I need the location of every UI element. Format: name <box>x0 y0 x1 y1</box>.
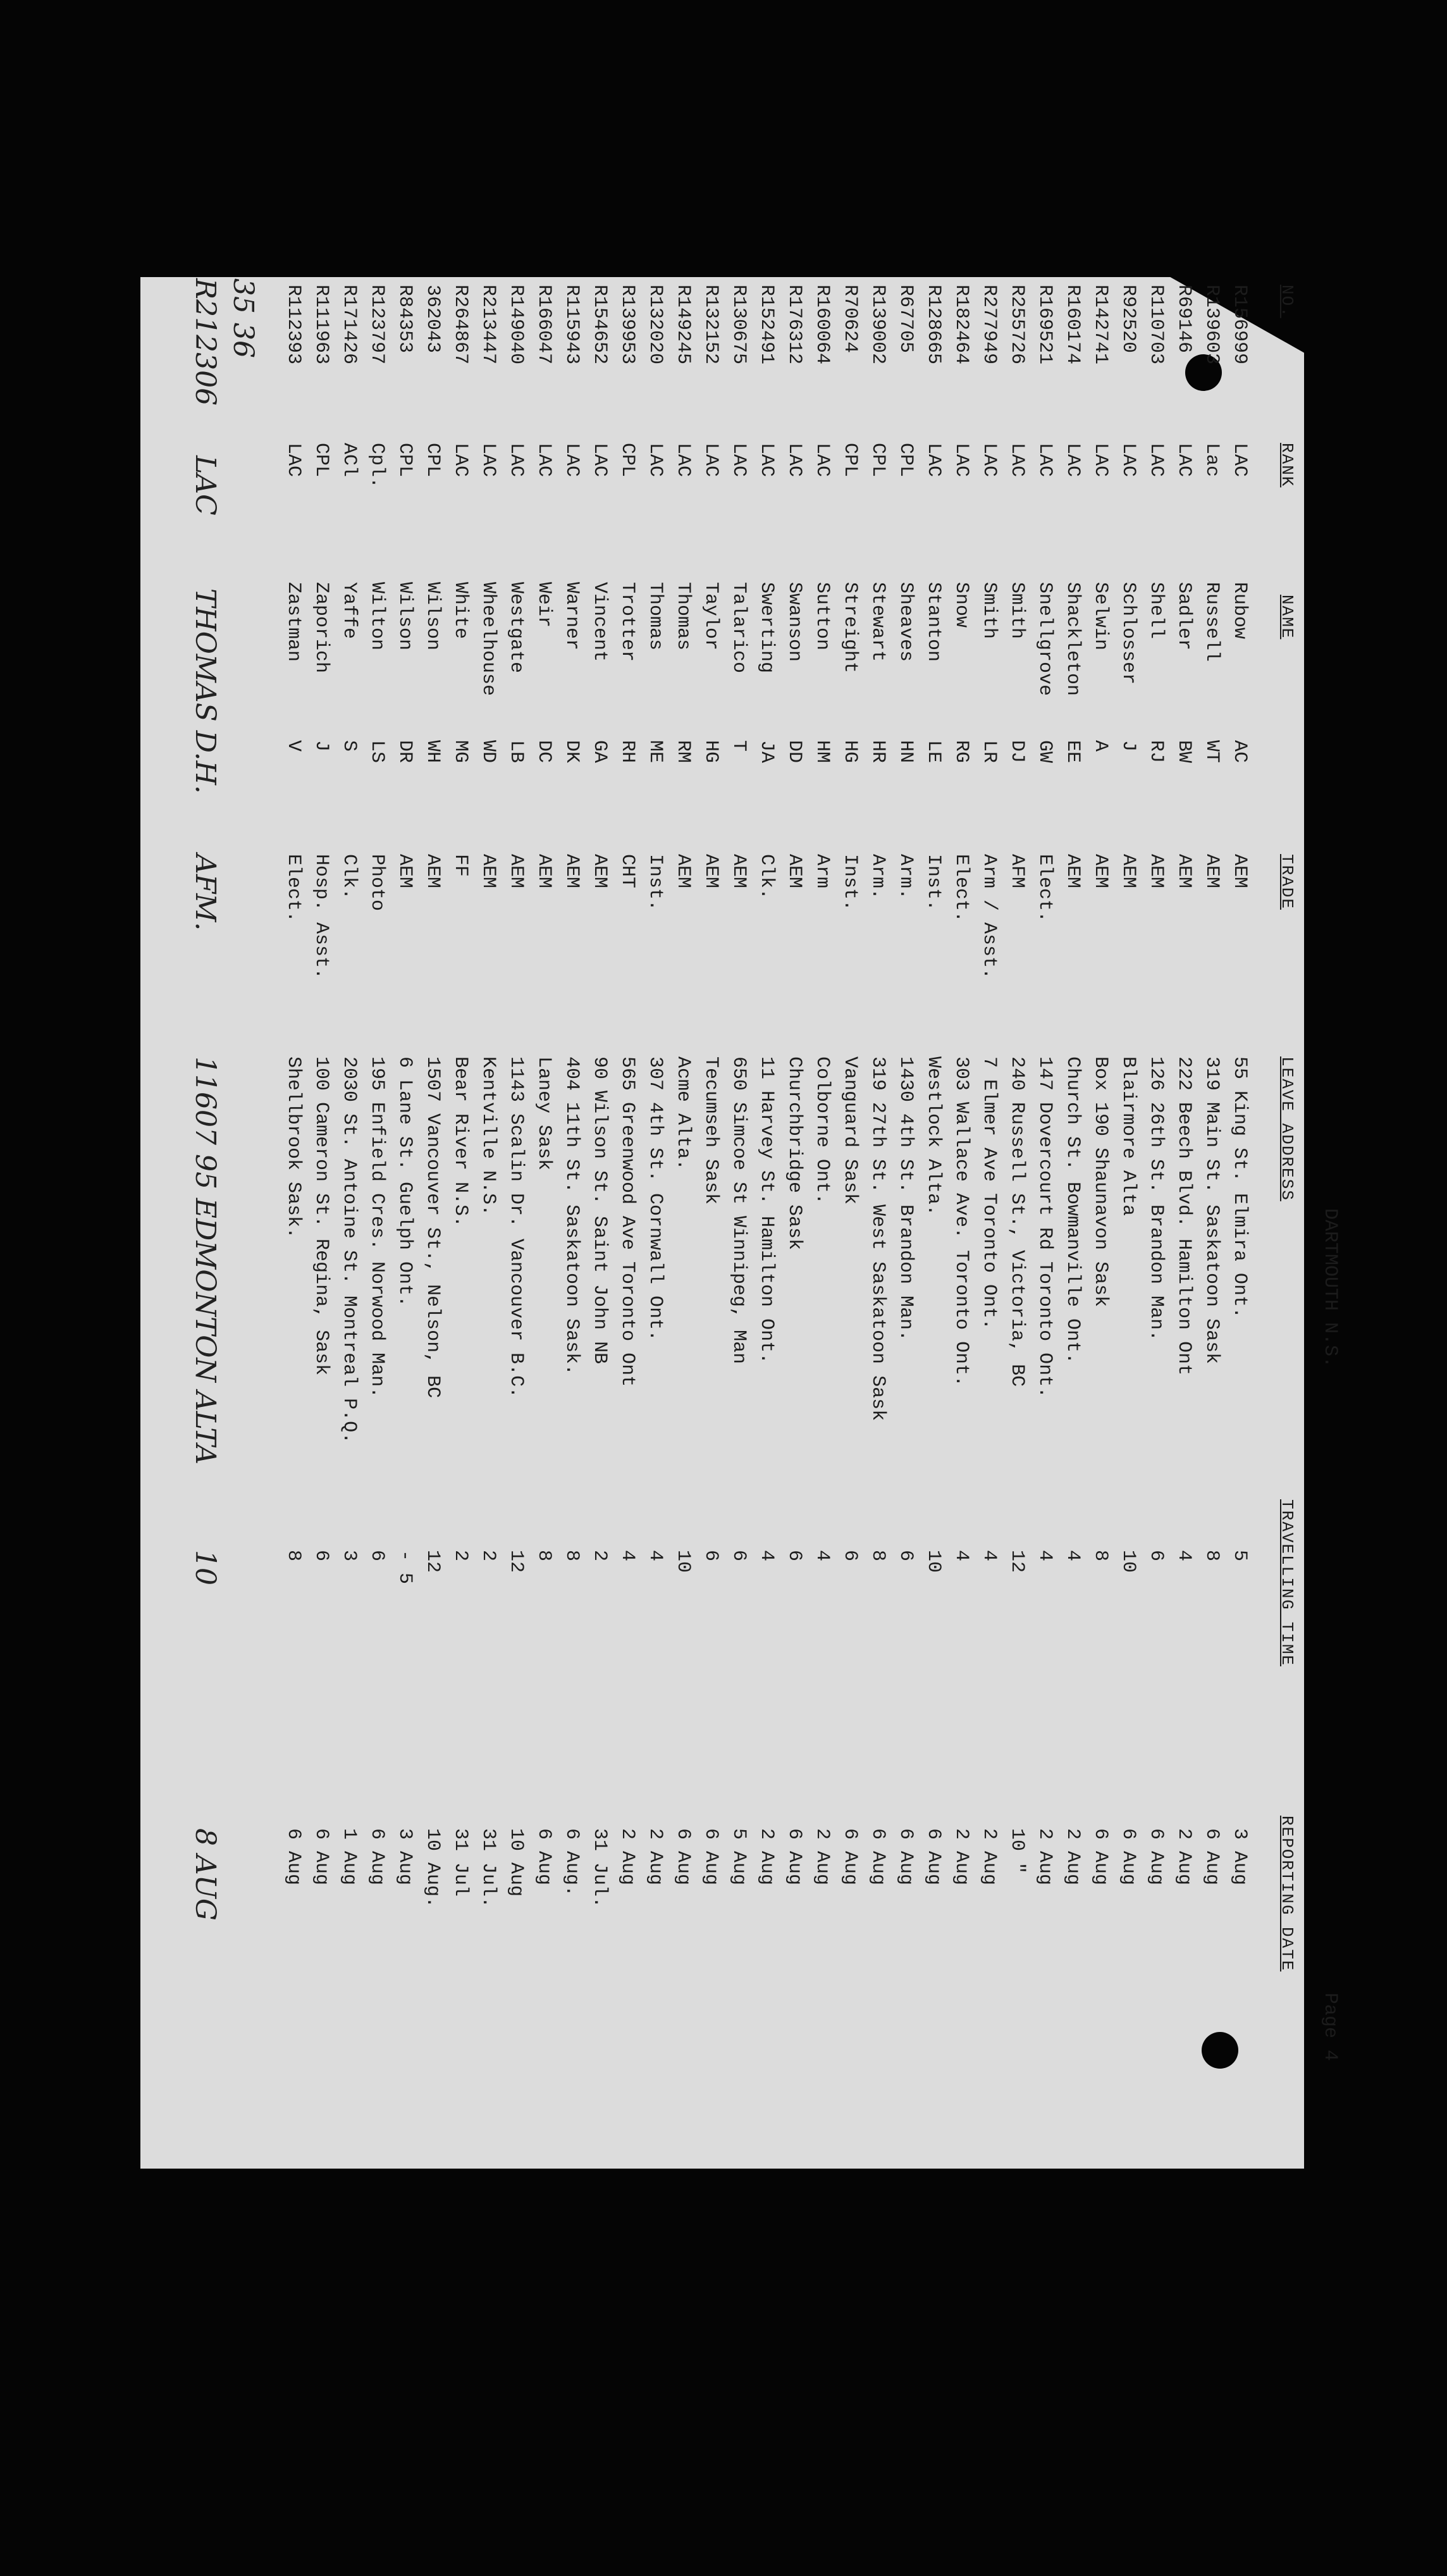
cell-name: Wilson <box>422 582 443 651</box>
cell-address: 303 Wallace Ave. Toronto Ont. <box>951 1056 972 1387</box>
cell-address: 7 Elmer Ave Toronto Ont. <box>978 1056 1000 1330</box>
cell-initials: ME <box>644 740 666 764</box>
cell-reporting-date: 31 Jul <box>450 1828 471 1897</box>
cell-initials: LS <box>366 740 388 764</box>
cell-initials: HG <box>839 740 861 764</box>
cell-rank: LAC <box>505 443 527 478</box>
cell-address: 240 Russell St., Victoria, BC <box>1006 1056 1028 1387</box>
cell-initials: A <box>1090 740 1111 752</box>
cell-rank: LAC <box>1006 443 1028 478</box>
cell-name: Russell <box>1201 582 1222 662</box>
cell-address: 11 Harvey St. Hamilton Ont. <box>756 1056 777 1365</box>
cell-name: Sheaves <box>895 582 916 662</box>
cell-name: Thomas <box>672 582 694 651</box>
cell-name: Wheelhouse <box>477 582 499 697</box>
cell-rank: LAC <box>923 443 944 478</box>
cell-no: R132020 <box>644 285 666 365</box>
cell-address: Box 190 Shaunavon Sask <box>1090 1056 1111 1308</box>
cell-rank: LAC <box>951 443 972 478</box>
cell-initials: WD <box>477 740 499 764</box>
cell-travelling-time: 10 <box>1118 1550 1139 1573</box>
cell-address: Blairmore Alta <box>1118 1056 1139 1217</box>
handwritten-address: 11607 95 EDMONTON ALTA <box>189 1056 221 1464</box>
cell-no: R154652 <box>589 285 610 365</box>
cell-travelling-time: 4 <box>978 1550 1000 1562</box>
cell-name: Thomas <box>644 582 666 651</box>
cell-travelling-time: 4 <box>1173 1550 1195 1562</box>
cell-rank: LAC <box>1145 443 1167 478</box>
cell-address: 1507 Vancouver St., Nelson, BC <box>422 1056 443 1399</box>
cell-address: Acme Alta. <box>672 1056 694 1171</box>
cell-trade: AEM <box>784 854 805 889</box>
cell-initials: LB <box>505 740 527 764</box>
cell-address: Church St. Bowmanville Ont. <box>1062 1056 1083 1365</box>
cell-trade: AFM <box>1006 854 1028 889</box>
cell-initials: DC <box>533 740 555 764</box>
cell-rank: CPL <box>422 443 443 478</box>
cell-name: Smith <box>1006 582 1028 640</box>
cell-initials: J <box>311 740 332 752</box>
cell-trade: Elect. <box>951 854 972 923</box>
cell-name: Weir <box>533 582 555 628</box>
cell-reporting-date: 2 Aug <box>1173 1828 1195 1886</box>
cell-reporting-date: 6 Aug <box>839 1828 861 1886</box>
cell-reporting-date: 6 Aug <box>311 1828 332 1886</box>
cell-rank: LAC <box>644 443 666 478</box>
cell-rank: LAC <box>1034 443 1056 478</box>
cell-name: Shackleton <box>1062 582 1083 697</box>
cell-rank: LAC <box>784 443 805 478</box>
cell-travelling-time: 8 <box>561 1550 582 1562</box>
cell-initials: HM <box>811 740 833 764</box>
cell-trade: Inst. <box>839 854 861 912</box>
header-trade: TRADE <box>1278 854 1296 910</box>
cell-no: R160174 <box>1062 285 1083 365</box>
cell-address: 1430 4th St. Brandon Man. <box>895 1056 916 1342</box>
cell-reporting-date: 6 Aug <box>700 1828 722 1886</box>
cell-reporting-date: 6 Aug <box>895 1828 916 1886</box>
cell-initials: WT <box>1201 740 1222 764</box>
cell-travelling-time: 6 <box>1145 1550 1167 1562</box>
cell-rank: LAC <box>1229 443 1250 478</box>
handwritten-time: 10 <box>189 1550 221 1585</box>
cell-initials: WH <box>422 740 443 764</box>
cell-initials: HN <box>895 740 916 764</box>
cell-no: R128665 <box>923 285 944 365</box>
cell-trade: Arm. <box>867 854 889 900</box>
cell-trade: AEM <box>477 854 499 889</box>
cell-trade: Clk. <box>338 854 360 900</box>
cell-reporting-date: 1 Aug <box>338 1828 360 1886</box>
cell-address: 1143 Scalin Dr. Vancouver B.C. <box>505 1056 527 1399</box>
cell-reporting-date: 3 Aug <box>394 1828 416 1886</box>
cell-address: 222 Beech Blvd. Hamilton Ont <box>1173 1056 1195 1376</box>
cell-travelling-time: 6 <box>895 1550 916 1562</box>
cell-initials: DD <box>784 740 805 764</box>
cell-reporting-date: 31 Jul. <box>589 1828 610 1909</box>
cell-no: R169521 <box>1034 285 1056 365</box>
cell-no: R149245 <box>672 285 694 365</box>
cell-trade: Hosp. Asst. <box>311 854 332 980</box>
cell-no: R149040 <box>505 285 527 365</box>
cell-name: Wilton <box>366 582 388 651</box>
header-travelling-time: TRAVELLING TIME <box>1278 1499 1296 1667</box>
header-leave-address: LEAVE ADDRESS <box>1278 1056 1296 1201</box>
cell-travelling-time: 12 <box>1006 1550 1028 1573</box>
cell-initials: HG <box>700 740 722 764</box>
cell-trade: AEM <box>533 854 555 889</box>
cell-rank: LAC <box>700 443 722 478</box>
cell-name: Zaporich <box>311 582 332 674</box>
cell-rank: LAC <box>728 443 749 478</box>
cell-initials: V <box>283 740 304 752</box>
cell-name: Stanton <box>923 582 944 662</box>
cell-initials: BW <box>1173 740 1195 764</box>
cell-travelling-time: 6 <box>311 1550 332 1562</box>
cell-no: R182464 <box>951 285 972 365</box>
cell-travelling-time: 10 <box>672 1550 694 1573</box>
cell-initials: RM <box>672 740 694 764</box>
cell-travelling-time: 3 <box>338 1550 360 1562</box>
cell-name: Sadler <box>1173 582 1195 651</box>
cell-rank: ACl <box>338 443 360 478</box>
cell-address: Bear River N.S. <box>450 1056 471 1228</box>
cell-trade: Photo <box>366 854 388 912</box>
cell-travelling-time: 8 <box>1201 1550 1222 1562</box>
cell-travelling-time: 8 <box>1090 1550 1111 1562</box>
cell-address: Laney Sask <box>533 1056 555 1171</box>
cell-trade: Arm. <box>895 854 916 900</box>
header-reporting-date: REPORTING DATE <box>1278 1816 1296 1972</box>
cell-name: Selwin <box>1090 582 1111 651</box>
cell-initials: HR <box>867 740 889 764</box>
cell-address: 55 King St. Elmira Ont. <box>1229 1056 1250 1319</box>
cell-name: Warner <box>561 582 582 651</box>
cell-reporting-date: 2 Aug <box>617 1828 638 1886</box>
cell-rank: CPL <box>394 443 416 478</box>
cell-address: Churchbridge Sask <box>784 1056 805 1251</box>
cell-name: Schlosser <box>1118 582 1139 685</box>
cell-address: 307 4th St. Cornwall Ont. <box>644 1056 666 1342</box>
cell-reporting-date: 2 Aug <box>978 1828 1000 1886</box>
cell-name: Stewart <box>867 582 889 662</box>
cell-reporting-date: 2 Aug <box>811 1828 833 1886</box>
cell-no: R139603 <box>1201 285 1222 365</box>
cell-name: Swanson <box>784 582 805 662</box>
cell-no: R70624 <box>839 285 861 354</box>
cell-trade: AEM <box>561 854 582 889</box>
cell-initials: LE <box>923 740 944 764</box>
cell-no: R110703 <box>1145 285 1167 365</box>
cell-address: 404 11th St. Saskatoon Sask. <box>561 1056 582 1376</box>
cell-trade: Elect. <box>1034 854 1056 923</box>
cell-no: R92520 <box>1118 285 1139 354</box>
cell-no: 362043 <box>422 285 443 354</box>
cell-address: Tecumseh Sask <box>700 1056 722 1205</box>
cell-rank: LAC <box>1090 443 1111 478</box>
cell-trade: Arm <box>811 854 833 889</box>
cell-initials: RH <box>617 740 638 764</box>
cell-rank: LAC <box>1173 443 1195 478</box>
cell-rank: CPL <box>617 443 638 478</box>
cell-reporting-date: 2 Aug <box>756 1828 777 1886</box>
cell-address: Kentville N.S. <box>477 1056 499 1217</box>
cell-no: R123797 <box>366 285 388 365</box>
cell-no: R84353 <box>394 285 416 354</box>
cell-trade: Inst. <box>923 854 944 912</box>
cell-name: Wilson <box>394 582 416 651</box>
cell-reporting-date: 6 Aug <box>1201 1828 1222 1886</box>
cell-initials: AC <box>1229 740 1250 764</box>
cell-reporting-date: 31 Jul. <box>477 1828 499 1909</box>
cell-trade: Clk. <box>756 854 777 900</box>
cell-reporting-date: 10 Aug <box>505 1828 527 1897</box>
cell-no: R264867 <box>450 285 471 365</box>
cell-address: 147 Dovercourt Rd Toronto Ont. <box>1034 1056 1056 1399</box>
cell-rank: LAC <box>978 443 1000 478</box>
cell-trade: AEM <box>700 854 722 889</box>
cell-trade: AEM <box>589 854 610 889</box>
cell-no: R69146 <box>1173 285 1195 354</box>
cell-no: R176312 <box>784 285 805 365</box>
cell-trade: AEM <box>505 854 527 889</box>
cell-name: Snow <box>951 582 972 628</box>
cell-name: Snellgrove <box>1034 582 1056 697</box>
cell-rank: LAC <box>589 443 610 478</box>
cell-trade: AEM <box>728 854 749 889</box>
cell-trade: AEM <box>1090 854 1111 889</box>
cell-no: R160064 <box>811 285 833 365</box>
cell-travelling-time: 4 <box>617 1550 638 1562</box>
cell-reporting-date: 6 Aug <box>1090 1828 1111 1886</box>
cell-travelling-time: 6 <box>784 1550 805 1562</box>
cell-no: R139002 <box>867 285 889 365</box>
cell-address: 90 Wilson St. Saint John NB <box>589 1056 610 1365</box>
cell-initials: RJ <box>1145 740 1167 764</box>
cell-travelling-time: 8 <box>867 1550 889 1562</box>
cell-name: Shell <box>1145 582 1167 640</box>
cell-reporting-date: 6 Aug <box>1118 1828 1139 1886</box>
cell-rank: LAC <box>561 443 582 478</box>
cell-name: Streight <box>839 582 861 674</box>
cell-name: Yaffe <box>338 582 360 640</box>
cell-name: Taylor <box>700 582 722 651</box>
cell-no: R213447 <box>477 285 499 365</box>
cell-rank: LAC <box>756 443 777 478</box>
cell-reporting-date: 5 Aug <box>728 1828 749 1886</box>
cell-name: Trotter <box>617 582 638 662</box>
cell-reporting-date: 2 Aug <box>1062 1828 1083 1886</box>
cell-initials: DJ <box>1006 740 1028 764</box>
cell-no: R171426 <box>338 285 360 365</box>
cell-no: R132152 <box>700 285 722 365</box>
cell-travelling-time: 12 <box>422 1550 443 1573</box>
header-no: NO. <box>1278 285 1296 318</box>
cell-travelling-time: 6 <box>700 1550 722 1562</box>
cell-initials: MG <box>450 740 471 764</box>
cell-initials: JA <box>756 740 777 764</box>
rotated-page <box>145 278 1341 2170</box>
cell-rank: CPL <box>311 443 332 478</box>
handwritten-no: R212306 <box>189 278 221 406</box>
cell-address: 2030 St. Antoine St. Montreal P.Q. <box>338 1056 360 1444</box>
cell-no: R112393 <box>283 285 304 365</box>
cell-reporting-date: 2 Aug <box>644 1828 666 1886</box>
cell-name: Swerting <box>756 582 777 674</box>
handwritten-date: 8 AUG <box>189 1828 221 1921</box>
cell-rank: CPL <box>895 443 916 478</box>
cell-travelling-time: 2 <box>589 1550 610 1562</box>
cell-no: R255726 <box>1006 285 1028 365</box>
cell-trade: AEM <box>1145 854 1167 889</box>
cell-rank: LAC <box>1062 443 1083 478</box>
cell-no: R111963 <box>311 285 332 365</box>
cell-address: 100 Cameron St. Regina, Sask <box>311 1056 332 1376</box>
cell-trade: AEM <box>1118 854 1139 889</box>
cell-initials: GA <box>589 740 610 764</box>
cell-name: Vincent <box>589 582 610 662</box>
cell-no: R67705 <box>895 285 916 354</box>
cell-rank: LAC <box>477 443 499 478</box>
cell-no: R277949 <box>978 285 1000 365</box>
cell-reporting-date: 6 Aug. <box>561 1828 582 1897</box>
cell-rank: LAC <box>533 443 555 478</box>
cell-address: Shellbrook Sask. <box>283 1056 304 1239</box>
cell-address: 6 Lane St. Guelph Ont. <box>394 1056 416 1308</box>
cell-travelling-time: 4 <box>811 1550 833 1562</box>
cell-rank: Cpl. <box>366 443 388 489</box>
cell-name: Westgate <box>505 582 527 674</box>
cell-rank: CPL <box>867 443 889 478</box>
cell-rank: LAC <box>672 443 694 478</box>
cell-address: 195 Enfield Cres. Norwood Man. <box>366 1056 388 1399</box>
cell-address: 319 Main St. Saskatoon Sask <box>1201 1056 1222 1365</box>
cell-travelling-time: 12 <box>505 1550 527 1573</box>
handwritten-trade: AFM. <box>189 854 221 931</box>
cell-rank: LAC <box>283 443 304 478</box>
cell-address: 126 26th St. Brandon Man. <box>1145 1056 1167 1342</box>
cell-reporting-date: 3 Aug <box>1229 1828 1250 1886</box>
cell-reporting-date: 6 Aug <box>533 1828 555 1886</box>
cell-reporting-date: 6 Aug <box>1145 1828 1167 1886</box>
cell-reporting-date: 6 Aug <box>784 1828 805 1886</box>
cell-name: Sutton <box>811 582 833 651</box>
cell-initials: S <box>338 740 360 752</box>
cell-reporting-date: 6 Aug <box>366 1828 388 1886</box>
cell-rank: LAC <box>1118 443 1139 478</box>
header-name: NAME <box>1278 595 1296 640</box>
cell-no: R156999 <box>1229 285 1250 365</box>
cell-trade: FF <box>450 854 471 877</box>
cell-no: R142741 <box>1090 285 1111 365</box>
cell-rank: LAC <box>811 443 833 478</box>
cell-rank: Lac <box>1201 443 1222 478</box>
cell-reporting-date: 2 Aug <box>951 1828 972 1886</box>
cell-trade: Elect. <box>283 854 304 923</box>
cell-name: Smith <box>978 582 1000 640</box>
cell-address: 319 27th St. West Saskatoon Sask <box>867 1056 889 1421</box>
cell-initials: GW <box>1034 740 1056 764</box>
cell-no: R115943 <box>561 285 582 365</box>
handwritten-num: 35 36 <box>227 278 259 358</box>
cell-trade: AEM <box>1229 854 1250 889</box>
cell-name: Rubow <box>1229 582 1250 640</box>
cell-travelling-time: 10 <box>923 1550 944 1573</box>
cell-reporting-date: 6 Aug <box>867 1828 889 1886</box>
cell-name: Talarico <box>728 582 749 674</box>
cell-travelling-time: 4 <box>756 1550 777 1562</box>
cell-trade: AEM <box>394 854 416 889</box>
cell-reporting-date: 6 Aug <box>923 1828 944 1886</box>
cell-name: White <box>450 582 471 640</box>
cell-initials: RG <box>951 740 972 764</box>
cell-no: R166047 <box>533 285 555 365</box>
cell-initials: T <box>728 740 749 752</box>
cell-travelling-time: 6 <box>728 1550 749 1562</box>
cell-trade: AEM <box>1173 854 1195 889</box>
cell-address: Vanguard Sask <box>839 1056 861 1205</box>
cell-trade: AEM <box>422 854 443 889</box>
cell-address: Colborne Ont. <box>811 1056 833 1205</box>
cell-reporting-date: 10 " <box>1006 1828 1028 1874</box>
cell-reporting-date: 2 Aug <box>1034 1828 1056 1886</box>
page-number: Page 4 <box>1319 1993 1341 2062</box>
cell-reporting-date: 10 Aug. <box>422 1828 443 1909</box>
cell-rank: CPL <box>839 443 861 478</box>
cell-travelling-time: 2 <box>477 1550 499 1562</box>
cell-travelling-time: 8 <box>533 1550 555 1562</box>
cell-no: R130675 <box>728 285 749 365</box>
cell-trade: Arm / Asst. <box>978 854 1000 980</box>
cell-travelling-time: 6 <box>366 1550 388 1562</box>
cell-travelling-time: 4 <box>1034 1550 1056 1562</box>
cell-name: Zastman <box>283 582 304 662</box>
cell-reporting-date: 6 Aug <box>672 1828 694 1886</box>
cell-no: R152491 <box>756 285 777 365</box>
cell-travelling-time: 2 <box>450 1550 471 1562</box>
cell-initials: DK <box>561 740 582 764</box>
cell-trade: Inst. <box>644 854 666 912</box>
cell-trade: AEM <box>1062 854 1083 889</box>
header-rank: RANK <box>1278 443 1296 488</box>
cell-no: R139953 <box>617 285 638 365</box>
cell-trade: CHT <box>617 854 638 889</box>
base-location: DARTMOUTH N.S. <box>1319 1208 1341 1368</box>
cell-trade: AEM <box>1201 854 1222 889</box>
cell-travelling-time: 8 <box>283 1550 304 1562</box>
cell-travelling-time: 5 <box>1229 1550 1250 1562</box>
cell-initials: J <box>1118 740 1139 752</box>
cell-initials: DR <box>394 740 416 764</box>
cell-address: Westlock Alta. <box>923 1056 944 1217</box>
cell-address: 565 Greenwood Ave Toronto Ont <box>617 1056 638 1387</box>
cell-rank: LAC <box>450 443 471 478</box>
cell-address: 650 Simcoe St Winnipeg, Man <box>728 1056 749 1365</box>
handwritten-rank: LAC <box>189 455 221 516</box>
cell-reporting-date: 6 Aug <box>283 1828 304 1886</box>
cell-initials: EE <box>1062 740 1083 764</box>
cell-travelling-time: 4 <box>951 1550 972 1562</box>
handwritten-name: THOMAS D.H. <box>189 588 221 794</box>
cell-travelling-time: 6 <box>839 1550 861 1562</box>
cell-travelling-time: - 5 <box>394 1550 416 1585</box>
cell-initials: LR <box>978 740 1000 764</box>
cell-trade: AEM <box>672 854 694 889</box>
cell-travelling-time: 4 <box>644 1550 666 1562</box>
cell-travelling-time: 4 <box>1062 1550 1083 1562</box>
